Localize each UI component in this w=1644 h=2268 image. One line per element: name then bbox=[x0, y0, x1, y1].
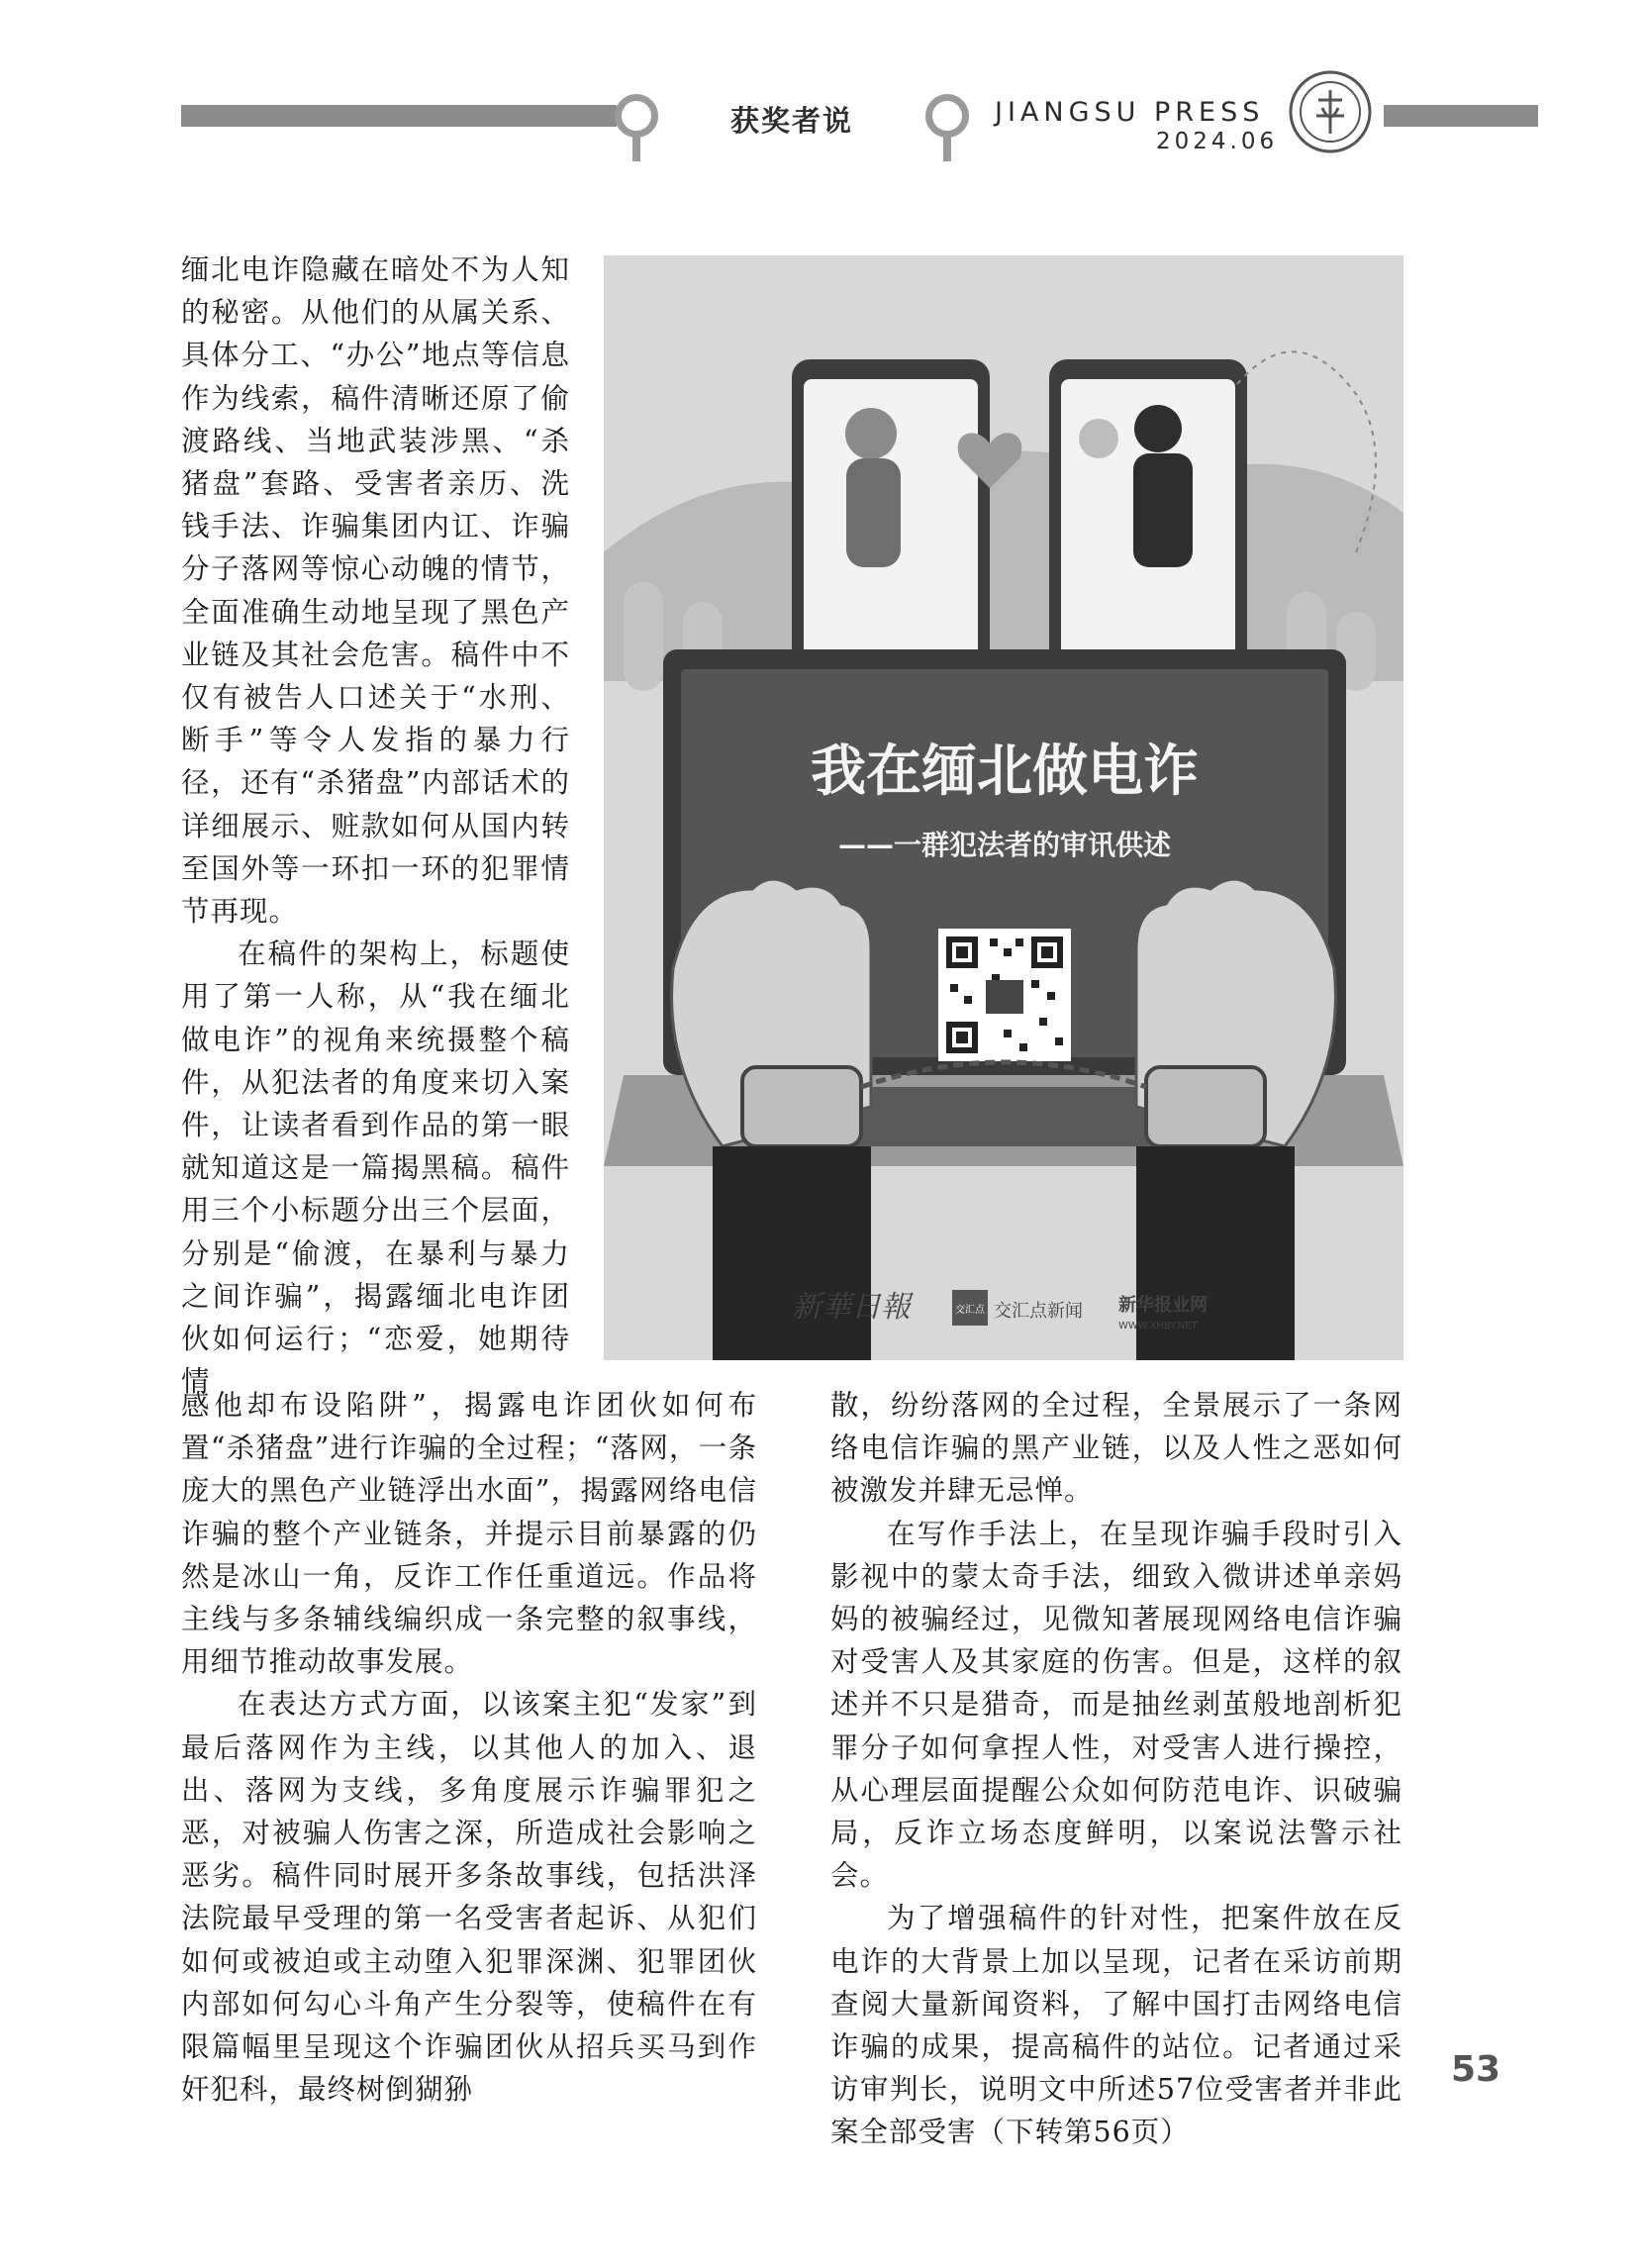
pin-icon-left bbox=[615, 94, 658, 138]
body-column-right bbox=[830, 1384, 1402, 2154]
brand-name: JIANGSU PRESS bbox=[995, 97, 1265, 128]
paragraph: 在表达方式方面，以该案主犯“发家”到最后落网作为主线，以其他人的加入、退出、落网为支线，多角度展示诈骗罪犯之恶，对被骗人伤害之深，所造成社会影响之恶劣。稿件同时展开多条故事线，包括洪泽法院最早受理的第一名受害者起诉、从犯们如何或被迫或主动堕入犯罪深渊、犯罪团伙内部如何勾心斗角产生分裂等，使稿件在有限篇幅里呈现这个诈骗团伙从招兵买马到作奸犯科，最终树倒猢狲 bbox=[181, 1688, 757, 2107]
paragraph: 散，纷纷落网的全过程，全景展示了一条网络电信诈骗的黑产业链，以及人性之恶如何被激发并肆无忌惮。 bbox=[830, 1389, 1402, 1508]
association-seal-logo bbox=[1289, 70, 1372, 153]
paragraph: 在写作手法上，在呈现诈骗手段时引入影视中的蒙太奇手法，细致入微讲述单亲妈妈的被骗经过，见微知著展现网络电信诈骗对受害人及其家庭的伤害。但是，这样的叙述并不只是猎奇，而是抽丝剥茧般地剖析犯罪分子如何拿捏人性，对受害人进行操控，从心理层面提醒公众如何防范电诈、识破骗局，反诈立场态度鲜明，以案说法警示社会。 bbox=[830, 1517, 1402, 1893]
issue-number: 2024.06 bbox=[1156, 129, 1279, 154]
jiaohuidian-badge: 交汇点 bbox=[955, 1305, 985, 1316]
paragraph: 在稿件的架构上，标题使用了第一人称，从“我在缅北做电诈”的视角来统摄整个稿件，从犯法者的角度来切入案件，让读者看到作品的第一眼就知道这是一篇揭黑稿。稿件用三个小标题分出三个层面，分别是“偷渡，在暴利与暴力之间诈骗”，揭露缅北电诈团伙如何运行；“恋爱，她期待情 bbox=[181, 937, 570, 1399]
body-column-left-wide bbox=[181, 1384, 757, 2111]
paragraph: 缅北电诈隐藏在暗处不为人知的秘密。从他们的从属关系、具体分工、“办公”地点等信息作为线索，稿件清晰还原了偷渡路线、当地武装涉黑、“杀猪盘”套路、受害者亲历、洗钱手法、诈骗集团内讧、诈骗分子落网等惊心动魄的情节，全面准确生动地呈现了黑色产业链及其社会危害。稿件中不仅有被告人口述关于“水刑、断手”等令人发指的暴力行径，还有“杀猪盘”内部话术的详细展示、赃款如何从国内转至国外等一环扣一环的犯罪情节再现。 bbox=[181, 253, 570, 929]
pin-stem-left bbox=[632, 136, 640, 161]
pin-icon-right bbox=[925, 94, 969, 138]
xhby-url: WWW.XHBY.NET bbox=[1118, 1321, 1198, 1331]
xhby-logo: 新华报业网 bbox=[1118, 1295, 1208, 1316]
section-title: 获奖者说 bbox=[730, 104, 854, 138]
jiaohuidian-logo: 交汇点新闻 bbox=[994, 1301, 1083, 1322]
illustration-graphic bbox=[604, 255, 1403, 1360]
article-illustration bbox=[604, 255, 1403, 1360]
paragraph: 为了增强稿件的针对性，把案件放在反电诈的大背景上加以呈现，记者在采访前期查阅大量新闻资料，了解中国打击网络电信诈骗的成果，提高稿件的站位。记者通过采访审判长，说明文中所述57位受害者并非此案全部受害（下转第56页） bbox=[830, 1902, 1402, 2149]
body-column-left-narrow bbox=[181, 248, 570, 1403]
header-rule-right bbox=[1384, 105, 1538, 127]
figure-subheadline: ——一群犯法者的审讯供述 bbox=[837, 829, 1172, 861]
page-number: 53 bbox=[1451, 2049, 1501, 2090]
pin-stem-right bbox=[943, 136, 951, 161]
figure-headline: 我在缅北做电诈 bbox=[811, 740, 1199, 804]
header-rule-left bbox=[181, 105, 617, 127]
paragraph: 感他却布设陷阱”，揭露电诈团伙如何布置“杀猪盘”进行诈骗的全过程；“落网，一条庞大的黑色产业链浮出水面”，揭露网络电信诈骗的整个产业链条，并提示目前暴露的仍然是冰山一角，反诈工作任重道远。作品将主线与多条辅线编织成一条完整的叙事线，用细节推动故事发展。 bbox=[181, 1389, 757, 1679]
xinhua-daily-logo: 新華日報 bbox=[792, 1290, 911, 1325]
